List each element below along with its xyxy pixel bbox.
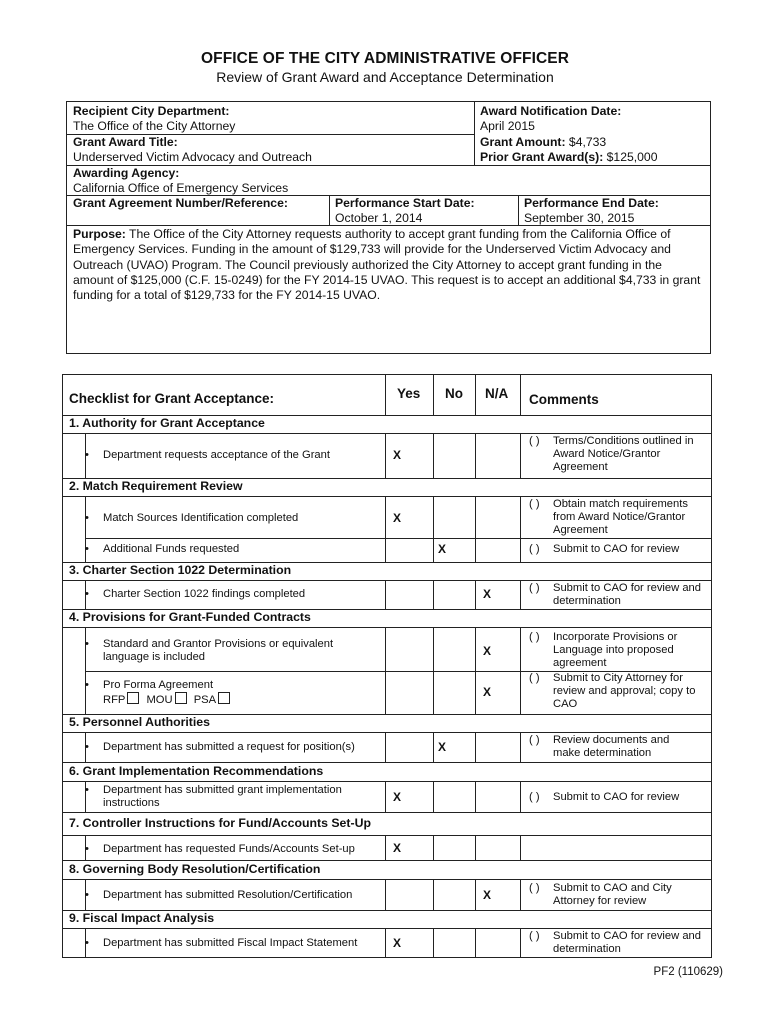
comment: ( ) Submit to CAO for review and determination	[529, 930, 701, 955]
list-item: • Department has submitted a request for position(s)	[85, 741, 355, 753]
comment: ( ) Terms/Conditions outlined in Award Notice/Grantor Agreement	[529, 435, 694, 473]
mou-checkbox[interactable]	[175, 692, 187, 704]
checklist-table	[62, 374, 712, 958]
recipient-value: The Office of the City Attorney	[73, 119, 236, 133]
mark-na: X	[483, 685, 492, 699]
page-title: OFFICE OF THE CITY ADMINISTRATIVE OFFICER	[200, 50, 570, 67]
checklist-title: Checklist for Grant Acceptance:	[69, 391, 275, 406]
mark-yes: X	[393, 790, 402, 804]
grant-amount	[480, 135, 606, 150]
psa-checkbox[interactable]	[218, 692, 230, 704]
page-subtitle: Review of Grant Award and Acceptance Determination	[216, 69, 554, 85]
start-date-value: October 1, 2014	[335, 211, 423, 225]
prior-grant-label: Prior Grant Award(s):	[480, 150, 604, 164]
comment: ( ) Submit to City Attorney for review and approval; copy to CAO	[529, 672, 696, 710]
mark-na: X	[483, 888, 492, 902]
mark-yes: X	[393, 448, 402, 462]
mark-yes: X	[393, 936, 402, 950]
col-no: No	[445, 386, 463, 401]
award-date-label: Award Notification Date:	[480, 104, 622, 118]
agency-label: Awarding Agency:	[73, 166, 180, 180]
col-na: N/A	[485, 386, 509, 401]
mark-yes: X	[393, 511, 402, 525]
recipient-label: Recipient City Department:	[73, 104, 230, 118]
section-7-heading: 7. Controller Instructions for Fund/Accounts Set-Up	[69, 816, 371, 830]
list-item: • Additional Funds requested	[85, 543, 240, 555]
list-item: • Department has requested Funds/Accounts Set-up	[85, 843, 355, 855]
purpose-text: The Office of the City Attorney requests authority to accept grant funding from the California Office of Emergency Services. Funding in the amount of $129,733 will provide for the Underserved Victim Advocacy and Outreach (UVAO) Program. The Council previously authorized the City Attorney to accept grant funding in the amount of $125,000 (C.F. 15-0249) for the FY 2014-15 UVAO. This request is to accept an additional $4,733 in grant funding for a total of $129,733 for the FY 2014-15 UVAO.	[73, 227, 701, 303]
list-item: • Charter Section 1022 findings completed	[85, 588, 306, 600]
section-4-heading: 4. Provisions for Grant-Funded Contracts	[69, 610, 311, 624]
grant-title-value: Underserved Victim Advocacy and Outreach	[73, 150, 312, 164]
list-item: • Match Sources Identification completed	[85, 512, 299, 524]
end-date-label: Performance End Date:	[524, 196, 659, 210]
list-item	[85, 449, 330, 462]
grant-amount-label: Grant Amount:	[480, 135, 566, 149]
comment: ( ) Submit to CAO for review	[529, 791, 680, 803]
col-comments: Comments	[529, 392, 599, 407]
comment: ( ) Review documents and make determination	[529, 734, 670, 759]
purpose-paragraph	[73, 227, 705, 303]
col-yes: Yes	[397, 386, 421, 401]
mark-no: X	[438, 740, 447, 754]
section-6-heading: 6. Grant Implementation Recommendations	[69, 764, 324, 778]
section-1-heading: 1. Authority for Grant Acceptance	[69, 416, 265, 430]
mark-no: X	[438, 542, 447, 556]
form-code: PF2 (110629)	[653, 966, 723, 978]
prior-grant	[480, 150, 657, 165]
agreement-label: Grant Agreement Number/Reference:	[73, 196, 288, 210]
bullet: •	[85, 449, 89, 461]
rfp-checkbox[interactable]	[127, 692, 139, 704]
comment: ( ) Submit to CAO for review	[529, 543, 680, 555]
comment: ( ) Incorporate Provisions or Language into proposed agreement	[529, 631, 678, 669]
grant-title-label: Grant Award Title:	[73, 135, 178, 149]
purpose-label: Purpose:	[73, 227, 126, 241]
list-item: • Standard and Grantor Provisions or equivalent language is included	[85, 638, 334, 663]
mark-na: X	[483, 644, 492, 658]
list-item: • Department has submitted Resolution/Certification	[85, 889, 353, 901]
section-9-heading: 9. Fiscal Impact Analysis	[69, 911, 215, 925]
grant-info-box	[66, 101, 711, 354]
section-8-heading: 8. Governing Body Resolution/Certification	[69, 862, 321, 876]
list-item: • Pro Forma Agreement RFP MOU PSA	[85, 679, 234, 707]
grant-amount-value: $4,733	[568, 135, 607, 149]
list-item: • Department has submitted Fiscal Impact Statement	[85, 937, 358, 949]
agency-value: California Office of Emergency Services	[73, 181, 289, 195]
comment: ( ) Submit to CAO and City Attorney for review	[529, 882, 672, 907]
item-text: Department requests acceptance of the Grant	[103, 449, 330, 461]
prior-grant-value: $125,000	[606, 150, 658, 164]
award-date-value: April 2015	[480, 119, 535, 133]
section-2-heading: 2. Match Requirement Review	[69, 479, 243, 493]
mark-yes: X	[393, 841, 402, 855]
start-date-label: Performance Start Date:	[335, 196, 475, 210]
end-date-value: September 30, 2015	[524, 211, 635, 225]
list-item: • Department has submitted grant implementation instructions	[85, 784, 342, 809]
section-5-heading: 5. Personnel Authorities	[69, 715, 210, 729]
comment: ( ) Obtain match requirements from Award Notice/Grantor Agreement	[529, 498, 688, 536]
section-3-heading: 3. Charter Section 1022 Determination	[69, 563, 292, 577]
comment: ( ) Submit to CAO for review and determination	[529, 582, 701, 607]
mark-na: X	[483, 587, 492, 601]
